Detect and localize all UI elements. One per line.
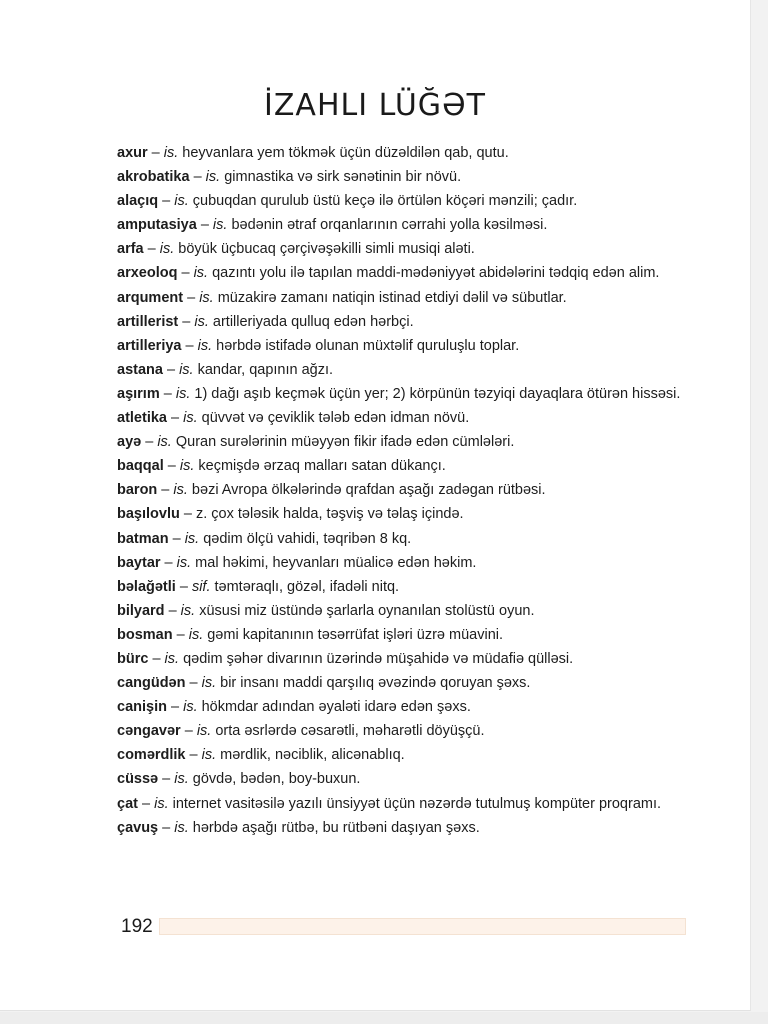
entry-separator: – <box>168 530 185 547</box>
entry-definition: müzakirə zamanı natiqin istinad etdiyi dəlil və sübutlar. <box>213 289 567 306</box>
entry-definition: orta əsrlərdə cəsarətli, məharətli döyüşçü. <box>211 723 485 740</box>
entry-separator: – <box>166 699 184 716</box>
entry-separator: – <box>180 723 197 740</box>
entry-definition: mərdlik, nəciblik, alicənablıq. <box>216 747 405 764</box>
dictionary-entry <box>117 433 697 451</box>
entry-grammar-label: is. <box>180 602 196 619</box>
entry-word: akrobatika <box>117 169 190 186</box>
entry-separator: – <box>166 410 184 427</box>
entry-grammar-label: sif. <box>191 578 211 595</box>
entry-word: çat <box>117 795 138 812</box>
entry-word: artillerist <box>117 313 179 330</box>
entry-separator: – <box>177 265 194 282</box>
entry-grammar-label: is. <box>179 458 195 475</box>
entry-separator: – <box>148 650 165 667</box>
entry-word: batman <box>117 530 169 547</box>
page-title: İZAHLI LÜĞƏT <box>264 88 486 123</box>
entry-word: arxeoloq <box>117 265 178 282</box>
dictionary-entry <box>117 795 697 813</box>
entry-definition: kandar, qapının ağzı. <box>193 361 334 378</box>
entry-grammar-label: is. <box>183 410 198 427</box>
entry-definition: gəmi kapitanının təsərrüfat işləri üzrə müavini. <box>203 626 504 643</box>
entry-word: başılovlu <box>117 506 180 523</box>
entry-separator: – <box>179 506 196 523</box>
entry-separator: – <box>159 385 176 402</box>
dictionary-entry <box>117 746 697 764</box>
entry-word: aşırım <box>117 385 160 402</box>
dictionary-entry <box>117 650 697 668</box>
footer-bar <box>159 918 686 935</box>
dictionary-entry <box>117 168 697 186</box>
entry-grammar-label: is. <box>164 650 180 667</box>
entry-grammar-label: is. <box>176 554 192 571</box>
dictionary-entry <box>117 602 697 620</box>
entry-word: bürc <box>117 650 149 667</box>
entry-separator: – <box>189 169 206 186</box>
entry-separator: – <box>137 795 155 812</box>
entry-definition: qədim ölçü vahidi, təqribən 8 kq. <box>199 530 412 547</box>
dictionary-entry <box>117 674 697 692</box>
dictionary-entry <box>117 578 697 596</box>
entry-separator: – <box>178 313 195 330</box>
entry-grammar-label: is. <box>188 626 204 643</box>
entry-separator: – <box>163 458 180 475</box>
dictionary-entry <box>117 457 697 475</box>
dictionary-entry <box>117 505 697 523</box>
entry-definition: hökmdar adından əyaləti idarə edən şəxs. <box>197 699 471 716</box>
entry-separator: – <box>158 193 175 210</box>
entry-definition: gimnastika və sirk sənətinin bir növü. <box>220 169 462 186</box>
entry-separator: – <box>196 217 213 234</box>
entry-separator: – <box>181 337 198 354</box>
entry-grammar-label: is. <box>175 385 191 402</box>
entry-word: cəngavər <box>117 723 181 740</box>
entry-definition: xüsusi miz üstündə şarlarla oynanılan stolüstü oyun. <box>195 602 535 619</box>
entry-word: bilyard <box>117 602 165 619</box>
entry-definition: böyük üçbucaq çərçivəşəkilli simli musiqi aləti. <box>174 241 475 258</box>
entry-definition: qədim şəhər divarının üzərində müşahidə və müdafiə qülləsi. <box>179 650 574 667</box>
entry-grammar-label: is. <box>173 482 188 499</box>
entry-grammar-label: is. <box>201 675 217 692</box>
entry-separator: – <box>158 819 175 836</box>
entry-separator: – <box>143 241 160 258</box>
page-gap <box>0 1012 768 1024</box>
entry-separator: – <box>164 602 181 619</box>
dictionary-entry <box>117 409 697 427</box>
entry-definition: bir insanı maddi qarşılıq əvəzində qoruyan şəxs. <box>216 675 531 692</box>
entry-word: baqqal <box>117 458 164 475</box>
entry-grammar-label: is. <box>159 241 175 258</box>
entry-word: atletika <box>117 410 167 427</box>
dictionary-entry <box>117 192 697 210</box>
entry-definition: gövdə, bədən, boy-buxun. <box>188 771 361 788</box>
entry-grammar-label: is. <box>179 361 194 378</box>
dictionary-entry <box>117 240 697 258</box>
entry-definition: Quran surələrinin müəyyən fikir ifadə edən cümlələri. <box>171 434 515 451</box>
entry-word: cüssə <box>117 771 159 788</box>
entry-definition: bədənin ətraf orqanlarının cərrahi yolla kəsilməsi. <box>227 217 548 234</box>
entry-grammar-label: is. <box>163 145 179 161</box>
entry-grammar-label: is. <box>174 193 189 210</box>
entry-definition: təmtəraqlı, gözəl, ifadəli nitq. <box>210 578 400 595</box>
entry-grammar-label: is. <box>193 265 209 282</box>
entry-definition: hərbdə aşağı rütbə, bu rütbəni daşıyan şəxs. <box>188 819 480 836</box>
entry-grammar-label: is. <box>174 819 189 836</box>
entry-separator: – <box>162 361 180 378</box>
entry-definition: mal həkimi, heyvanları müalicə edən həkim. <box>191 554 477 571</box>
entry-definition: heyvanlara yem tökmək üçün düzəldilən qab, qutu. <box>178 145 509 161</box>
dictionary-entry <box>117 216 697 234</box>
entry-grammar-label: is. <box>174 771 189 788</box>
dictionary-entry <box>117 337 697 355</box>
entry-word: çavuş <box>117 819 159 836</box>
dictionary-entry <box>117 554 697 572</box>
entry-word: axur <box>117 145 148 161</box>
entry-grammar-label: is. <box>183 699 198 716</box>
entry-word: arqument <box>117 289 184 306</box>
entry-separator: – <box>183 289 200 306</box>
entry-grammar-label: is. <box>205 169 221 186</box>
entry-grammar-label: is. <box>212 217 228 234</box>
entry-grammar-label: is. <box>154 795 169 812</box>
entry-grammar-label: is. <box>197 337 213 354</box>
entry-word: comərdlik <box>117 747 186 764</box>
entry-word: baron <box>117 482 158 499</box>
page-number: 192 <box>121 916 153 937</box>
entry-separator: – <box>147 145 164 161</box>
entry-definition: artilleriyada qulluq edən hərbçi. <box>208 313 414 330</box>
entry-word: astana <box>117 361 163 378</box>
entry-definition: qüvvət və çeviklik tələb edən idman növü. <box>197 410 470 427</box>
dictionary-entry <box>117 626 697 644</box>
entry-word: alaçıq <box>117 193 159 210</box>
dictionary-entry <box>117 385 697 403</box>
entry-grammar-label: is. <box>194 313 209 330</box>
entry-word: bosman <box>117 626 173 643</box>
entry-word: amputasiya <box>117 217 197 234</box>
entry-word: baytar <box>117 554 161 571</box>
dictionary-entry <box>117 361 697 379</box>
entry-word: bəlağətli <box>117 578 176 595</box>
entry-definition: bəzi Avropa ölkələrində qrafdan aşağı zadəgan rütbəsi. <box>187 482 546 499</box>
dictionary-entry-list <box>117 144 697 843</box>
entry-separator: – <box>185 747 202 764</box>
entry-definition: internet vasitəsilə yazılı ünsiyyət üçün nəzərdə tutulmuş kompüter proqramı. <box>168 795 662 812</box>
entry-grammar-label: is. <box>201 747 217 764</box>
entry-definition: hərbdə istifadə olunan müxtəlif quruluşlu toplar. <box>212 337 520 354</box>
dictionary-entry <box>117 770 697 788</box>
entry-separator: – <box>158 771 175 788</box>
entry-separator: – <box>175 578 192 595</box>
dictionary-entry <box>117 698 697 716</box>
entry-grammar-label: is. <box>196 723 212 740</box>
entry-word: canişin <box>117 699 167 716</box>
entry-definition: qazıntı yolu ilə tapılan maddi-mədəniyyət abidələrini tədqiq edən alim. <box>208 265 660 282</box>
entry-separator: – <box>141 434 158 451</box>
entry-definition: 1) dağı aşıb keçmək üçün yer; 2) körpünün təzyiqi dayaqlara ötürən hissəsi. <box>190 385 681 402</box>
dictionary-entry <box>117 722 697 740</box>
entry-word: artilleriya <box>117 337 182 354</box>
entry-separator: – <box>157 482 174 499</box>
dictionary-entry <box>117 819 697 837</box>
entry-word: ayə <box>117 434 142 451</box>
entry-grammar-label: z. <box>195 506 208 523</box>
dictionary-entry <box>117 289 697 307</box>
dictionary-entry <box>117 144 697 162</box>
dictionary-entry <box>117 264 697 282</box>
entry-grammar-label: is. <box>199 289 214 306</box>
entry-definition: keçmişdə ərzaq malları satan dükançı. <box>194 458 446 475</box>
entry-separator: – <box>185 675 202 692</box>
dictionary-entry <box>117 481 697 499</box>
entry-word: cangüdən <box>117 675 186 692</box>
dictionary-entry <box>117 530 697 548</box>
entry-grammar-label: is. <box>157 434 172 451</box>
entry-separator: – <box>172 626 189 643</box>
dictionary-entry <box>117 313 697 331</box>
entry-word: arfa <box>117 241 144 258</box>
entry-definition: çubuqdan qurulub üstü keçə ilə örtülən köçəri mənzili; çadır. <box>188 193 578 210</box>
entry-separator: – <box>160 554 177 571</box>
entry-grammar-label: is. <box>184 530 200 547</box>
entry-definition: çox tələsik halda, təşviş və təlaş içində. <box>207 506 464 523</box>
